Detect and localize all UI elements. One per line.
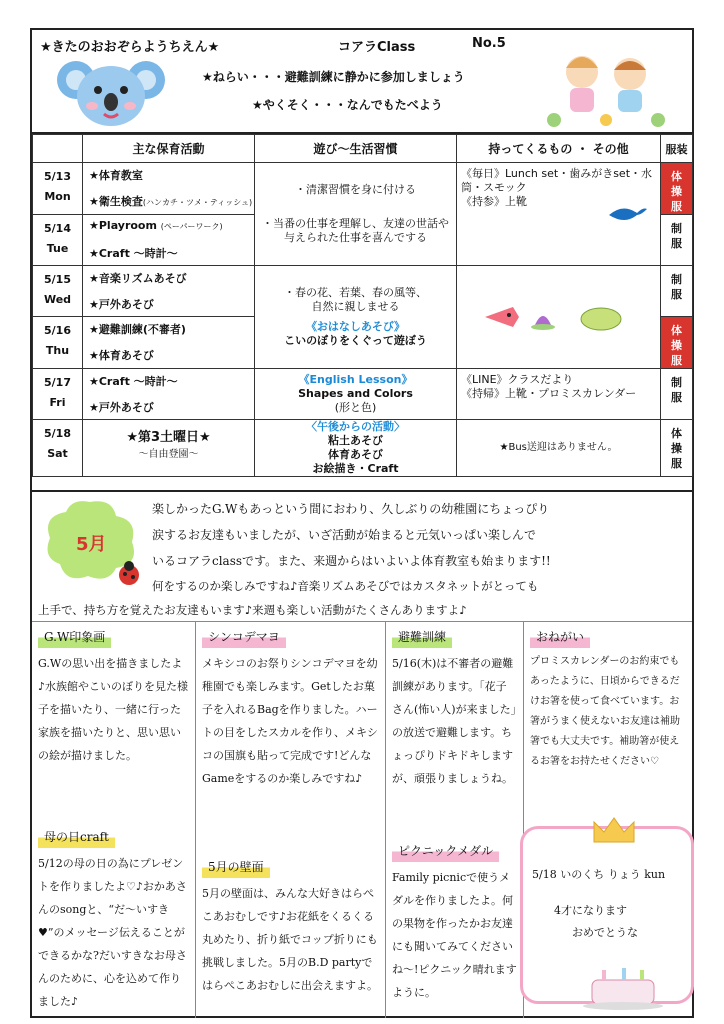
play-cell: ・春の花、若葉、春の風等、 自然に親しませる 《おはなしあそび》 こいのぼりをくぐって遊ぼう: [255, 266, 457, 369]
play-cell: 〈午後からの活動〉 粘土あそび 体育あそび お絵描き・Craft: [255, 420, 457, 477]
date-cell: 5/14 Tue: [33, 215, 83, 266]
message-line: 楽しかったG.Wもあっという間におわり、久しぶりの幼稚園にちょっぴり: [152, 502, 550, 516]
date-cell: 5/16 Thu: [33, 317, 83, 369]
table-row: [33, 369, 693, 420]
request-body: プロミスカレンダーのお約束でもあったように、日頃からできるだけお箸を使って食べています。お箸がうまく使えないお友達は補助箸でも大丈夫です。補助箸が使えるお箸をお持たせください♡: [530, 656, 680, 767]
birthday-age: 4才になります: [554, 904, 627, 917]
mother-title: 母の日craft: [38, 828, 115, 848]
column-3: [386, 622, 524, 1018]
dress-cell: 制 服: [661, 369, 693, 420]
couple-icon: [540, 44, 670, 130]
gw-title: G.W印象画: [38, 628, 111, 648]
table-row: [33, 266, 693, 317]
column-1: [32, 622, 196, 1018]
request-title: おねがい: [530, 628, 590, 648]
bird-icon: [607, 201, 649, 227]
month-label: 5月: [76, 534, 107, 555]
date-cell: 5/17 Fri: [33, 369, 83, 420]
crown-icon: [592, 816, 636, 844]
bring-cell: ★Bus送迎はありません。: [457, 420, 661, 477]
bring-cell: [457, 266, 661, 369]
weekly-schedule-table: [32, 134, 693, 477]
activity-cell: ★避難訓練(不審者) ★体育あそび: [83, 317, 255, 369]
picnic-title: ピクニックメダル: [392, 842, 499, 862]
activity-cell: ★Craft ～時計～ ★戸外あそび: [83, 369, 255, 420]
cinco-body: メキシコのお祭りシンコデマヨを幼稚園でも楽しみます。Getしたお菓子を入れるBagを作りました。ハートの目をしたスカルを作り、メキシコの国旗も貼って完成です!どんなGameをするのか楽しみですね♪: [202, 657, 378, 785]
activity-cell: ★Playroom (ペーパーワーク) ★Craft ～時計～: [83, 215, 255, 266]
bring-cell: 《LINE》クラスだより 《持帰》上靴・プロミスカレンダー: [457, 369, 661, 420]
table-row: [33, 420, 693, 477]
message-line: 何をするのか楽しみですね♪音楽リズムあそびではカスタネットがとっても: [152, 579, 539, 593]
teacher-message: [32, 490, 692, 622]
play-cell: ・清潔習慣を身に付ける ・当番の仕事を理解し、友達の世話や 与えられた仕事を喜んでする: [255, 163, 457, 266]
issue-number: No.5: [472, 36, 506, 51]
message-line: 上手で、持ち方を覚えたお友達もいます♪来週も楽しい活動がたくさんありますよ♪: [38, 603, 467, 617]
date-cell: 5/13 Mon: [33, 163, 83, 215]
dress-cell: 制 服: [661, 215, 693, 266]
header-play: 遊び～生活習慣: [255, 135, 457, 163]
column-2: [196, 622, 386, 1018]
dress-cell: 体 操 服: [661, 163, 693, 215]
picnic-body: Family picnicで使うメダルを作りましたよ。何の果物を作ったかお友達にも聞いてみてくださいね～!ピクニック晴れますように。: [392, 871, 517, 999]
header-date: [33, 135, 83, 163]
drill-body: 5/16(木)は不審者の避難訓練があります。「花子さん(怖い人)が来ました」の放送で避難します。ちょっぴりドキドキしますが、頑張りましょうね。: [392, 657, 517, 785]
activity-cell: ★音楽リズムあそび ★戸外あそび: [83, 266, 255, 317]
bring-cell: 《毎日》Lunch set・歯みがきset・水筒・スモック 《持参》上靴: [457, 163, 661, 266]
birthday-name: 5/18 いのくち りょう kun: [532, 868, 666, 881]
header-dress: 服装: [661, 135, 693, 163]
aim-text: ★ねらい・・・避難訓練に静かに参加しましょう: [202, 70, 465, 84]
drill-title: 避難訓練: [392, 628, 452, 648]
mural-title: 5月の壁面: [202, 858, 270, 878]
koala-icon: [56, 54, 166, 130]
play-cell: 《English Lesson》 Shapes and Colors (形と色): [255, 369, 457, 420]
mother-body: 5/12の母の日の為にプレゼントを作りましたよ♡♪おかあさんのsongと、“だ～いすき♥”のメッセージ伝えることができるかな?だいすきなお母さんのために、心を込めて作りました♪: [38, 857, 187, 1008]
table-row: [33, 163, 693, 215]
newsletter-page: [30, 28, 694, 1018]
message-line: いるコアラclassです。また、来週からはいよいよ体育教室も始まります!!: [152, 554, 551, 568]
birthday-congrats: おめでとうな: [572, 926, 638, 939]
class-name: コアラClass: [338, 40, 416, 55]
activity-cell: ★第3土曜日★ ～自由登園～: [83, 420, 255, 477]
message-line: 涙するお友達もいましたが、いざ活動が始まると元気いっぱい楽しんで: [152, 528, 537, 542]
dress-cell: 体 操 服: [661, 420, 693, 477]
header-activities: 主な保育活動: [83, 135, 255, 163]
ladybug-icon: [116, 560, 142, 586]
activity-cell: ★体育教室 ★衛生検査(ハンカチ・ツメ・ティッシュ): [83, 163, 255, 215]
date-cell: 5/15 Wed: [33, 266, 83, 317]
dress-cell: 制 服: [661, 266, 693, 317]
carp-streamer-icon: [479, 299, 639, 335]
date-cell: 5/18 Sat: [33, 420, 83, 477]
header: [32, 30, 692, 134]
school-name: ★きたのおおぞらようちえん★: [40, 40, 220, 55]
promise-text: ★やくそく・・・なんでもたべよう: [252, 98, 443, 112]
table-header-row: [33, 135, 693, 163]
header-bring: 持ってくるもの ・ その他: [457, 135, 661, 163]
cake-icon: [578, 964, 668, 1010]
cinco-title: シンコデマヨ: [202, 628, 286, 648]
mural-body: 5月の壁面は、みんな大好きはらぺこあおむしです♪お花紙をくるくる丸めたり、折り紙でコップ折りにも挑戦しました。5月のB.D partyではらぺこあおむしに出会えますよ。: [202, 887, 378, 992]
dress-cell: 体 操 服: [661, 317, 693, 369]
gw-body: G.Wの思い出を描きましたよ♪水族館やこいのぼりを見た様子を描いたり、一緒に行った家族を描いたりと、思い思いの絵が描けました。: [38, 657, 189, 762]
